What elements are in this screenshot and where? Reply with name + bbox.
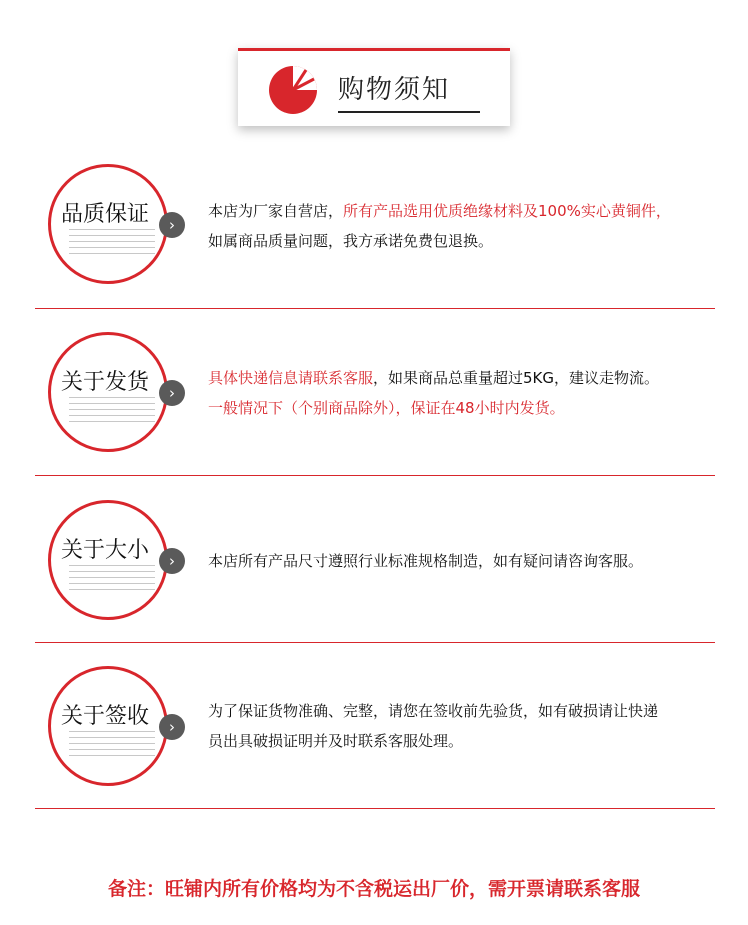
chevron-right-icon[interactable]: ›: [159, 380, 185, 406]
section-size: [0, 496, 748, 662]
divider: [35, 642, 715, 643]
text-highlight: 所有产品选用优质绝缘材料及100%实心黄铜件，: [343, 202, 671, 220]
chevron-right-icon[interactable]: ›: [159, 548, 185, 574]
text-plain: 为了保证货物准确、完整，请您在签收前先验货，如有破损请让快递: [208, 702, 659, 720]
section-circle: [48, 164, 168, 284]
text-highlight: 一般情况下（个别商品除外），保证在48小时内发货。: [208, 399, 565, 417]
divider: [35, 808, 715, 809]
text-highlight: 具体快递信息请联系客服: [208, 369, 374, 387]
section-quality: [0, 160, 748, 326]
section-text: [208, 546, 728, 576]
decorative-text-lines: [69, 731, 155, 761]
decorative-text-lines: [69, 397, 155, 427]
text-plain: 本店所有产品尺寸遵照行业标准规格制造，如有疑问请咨询客服。: [208, 552, 644, 570]
section-title: 关于大小: [61, 538, 150, 563]
section-title: 关于签收: [61, 704, 150, 729]
section-circle: [48, 332, 168, 452]
chevron-right-icon[interactable]: ›: [159, 714, 185, 740]
text-plain: 员出具破损证明并及时联系客服处理。: [208, 732, 464, 750]
section-text: [208, 363, 728, 423]
header-card: [238, 48, 510, 126]
page-title: 购物须知: [338, 75, 451, 105]
section-circle: [48, 666, 168, 786]
decorative-text-lines: [69, 229, 155, 259]
section-circle: [48, 500, 168, 620]
decorative-text-lines: [69, 565, 155, 595]
section-title: 关于发货: [61, 370, 150, 395]
section-text: [208, 696, 728, 756]
text-plain: 如属商品质量问题，我方承诺免费包退换。: [208, 232, 494, 250]
footer-note: 备注：旺铺内所有价格均为不含税运出厂价，需开票请联系客服: [107, 878, 640, 900]
section-text: [208, 196, 728, 256]
title-underline: [338, 111, 480, 113]
divider: [35, 308, 715, 309]
section-shipping: [0, 328, 748, 494]
text-plain: ，如果商品总重量超过5KG，建议走物流。: [373, 369, 660, 387]
section-title: 品质保证: [61, 202, 150, 227]
chevron-right-icon[interactable]: ›: [159, 212, 185, 238]
text-plain: 本店为厂家自营店，: [208, 202, 344, 220]
section-signing: [0, 662, 748, 828]
divider: [35, 475, 715, 476]
pie-chart-icon: [268, 65, 318, 115]
